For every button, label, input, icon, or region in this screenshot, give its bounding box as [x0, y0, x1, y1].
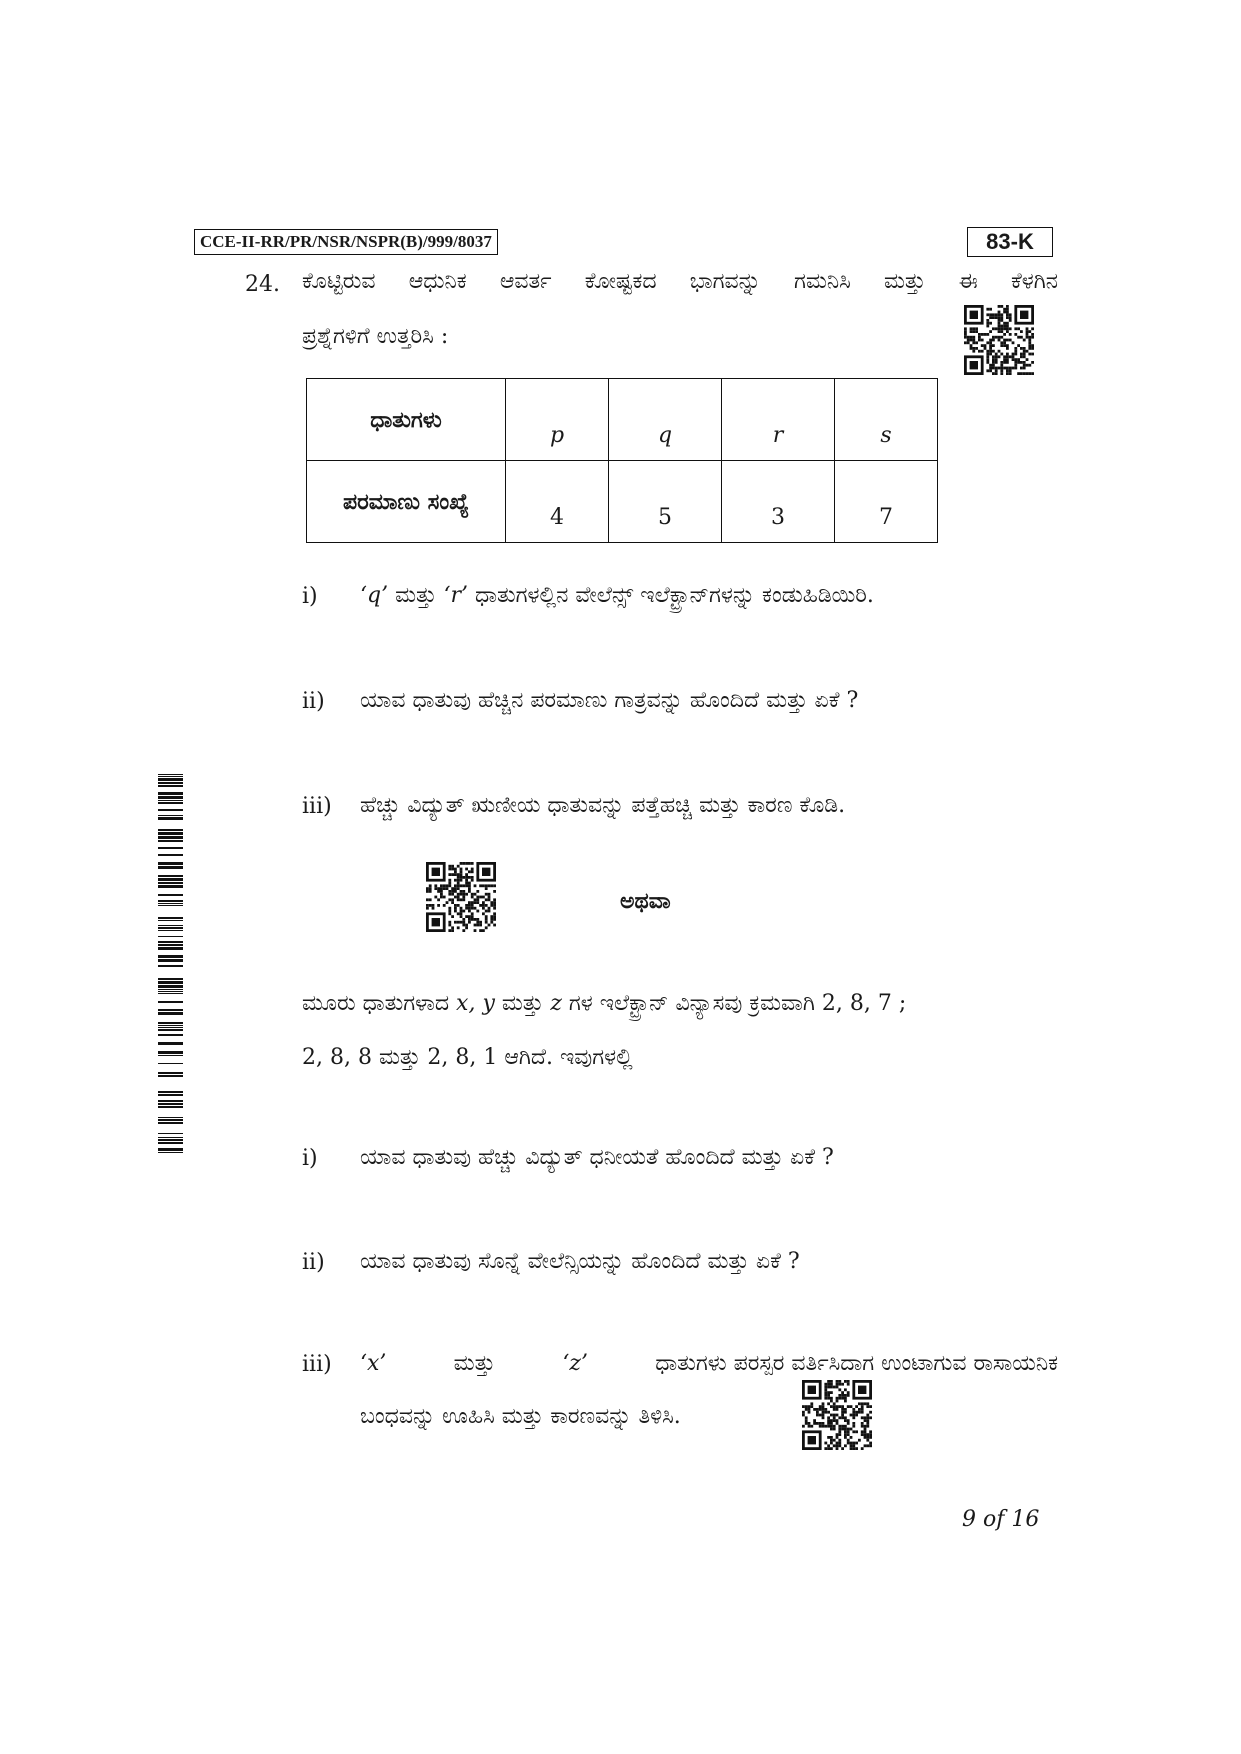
qr-code-icon [802, 1380, 872, 1450]
subject-code: 83-K [967, 227, 1053, 257]
alt-intro-text [302, 988, 906, 1020]
text-fragment: ಗಳ ಇಲೆಕ್ಟ್ರಾನ್ ವಿನ್ಯಾಸವು ಕ್ರಮವಾಗಿ 2, 8, 7 ; [561, 991, 907, 1016]
table-cell-atomic-number: 3 [722, 461, 835, 543]
barcode-icon [158, 774, 183, 1158]
part-text: ಹೆಚ್ಚು ವಿದ್ಯುತ್ ಋಣೀಯ ಧಾತುವನ್ನು ಪತ್ತೆಹಚ್ಚಿ ಮತ್ತು ಕಾರಣ ಕೊಡಿ. [360, 793, 846, 818]
alt-intro-line2: 2, 8, 8 ಮತ್ತು 2, 8, 1 ಆಗಿದೆ. ಇವುಗಳಲ್ಲಿ [302, 1045, 633, 1070]
alt-part-text: ಯಾವ ಧಾತುವು ಹೆಚ್ಚು ವಿದ್ಯುತ್ ಧನೀಯತೆ ಹೊಂದಿದೆ ಮತ್ತು ಏಕೆ ? [360, 1145, 834, 1170]
part-number: ii) [302, 689, 325, 714]
part-text: ಯಾವ ಧಾತುವು ಹೆಚ್ಚಿನ ಪರಮಾಣು ಗಾತ್ರವನ್ನು ಹೊಂದಿದೆ ಮತ್ತು ಏಕೆ ? [360, 688, 859, 713]
table-cell-atomic-number: 7 [835, 461, 938, 543]
question-intro-line1: ಕೊಟ್ಟಿರುವ ಆಧುನಿಕ ಆವರ್ತ ಕೋಷ್ಟಕದ ಭಾಗವನ್ನು ಗಮನಿಸಿ ಮತ್ತು ಈ ಕೆಳಗಿನ [302, 269, 1058, 294]
quoted-element: ‘q’ [360, 583, 389, 608]
page-number: 9 of 16 [962, 1507, 1040, 1532]
quoted-element: ‘x’ [360, 1351, 387, 1376]
alt-part-text-line2: ಬಂಧವನ್ನು ಊಹಿಸಿ ಮತ್ತು ಕಾರಣವನ್ನು ತಿಳಿಸಿ. [360, 1404, 681, 1429]
text-fragment: ಧಾತುಗಳು ಪರಸ್ಪರ ವರ್ತಿಸಿದಾಗ ಉಂಟಾಗುವ ರಾಸಾಯನಿಕ [655, 1351, 1058, 1376]
or-label: ಅಥವಾ [620, 888, 671, 914]
text-fragment: ಮತ್ತು [494, 991, 551, 1016]
alt-part-number: ii) [302, 1250, 325, 1275]
quoted-element: ‘r’ [443, 583, 469, 608]
qr-code-icon [426, 862, 496, 932]
table-cell-atomic-number: 5 [609, 461, 722, 543]
table-cell-element: q [609, 379, 722, 461]
alt-part-number: i) [302, 1146, 318, 1171]
paper-code: CCE-II-RR/PR/NSR/NSPR(B)/999/8037 [194, 229, 498, 255]
qr-code-icon [964, 305, 1034, 375]
table-header-atomic-number: ಪರಮಾಣು ಸಂಖ್ಯೆ [307, 461, 506, 543]
variable-z: z [550, 991, 562, 1016]
alt-intro-line1 [302, 988, 1058, 1020]
quoted-element: ‘z’ [562, 1351, 588, 1376]
part-number: i) [302, 584, 318, 609]
table-cell-element: s [835, 379, 938, 461]
text-fragment: ಧಾತುಗಳಲ್ಲಿನ ವೇಲೆನ್ಸ್ ಇಲೆಕ್ಟ್ರಾನ್‌ಗಳನ್ನು ಕಂಡುಹಿಡಿಯಿರಿ. [468, 583, 874, 608]
variables: x, y [456, 991, 495, 1016]
alt-part-text: ಯಾವ ಧಾತುವು ಸೊನ್ನೆ ವೇಲೆನ್ಸಿಯನ್ನು ಹೊಂದಿದೆ ಮತ್ತು ಏಕೆ ? [360, 1249, 800, 1274]
alt-part-text [360, 1348, 1058, 1380]
question-intro-line2: ಪ್ರಶ್ನೆಗಳಿಗೆ ಉತ್ತರಿಸಿ : [302, 324, 449, 349]
question-number: 24. [245, 272, 280, 297]
elements-table [306, 378, 938, 543]
text-fragment: ಮೂರು ಧಾತುಗಳಾದ [302, 991, 457, 1016]
text-fragment: ಮತ್ತು [453, 1351, 496, 1376]
table-header-elements: ಧಾತುಗಳು [307, 379, 506, 461]
part-text [360, 580, 874, 612]
table-cell-element: p [506, 379, 609, 461]
table-cell-element: r [722, 379, 835, 461]
part-number: iii) [302, 794, 332, 819]
text-fragment: ಮತ್ತು [388, 583, 444, 608]
table-cell-atomic-number: 4 [506, 461, 609, 543]
alt-part-number: iii) [302, 1352, 332, 1377]
